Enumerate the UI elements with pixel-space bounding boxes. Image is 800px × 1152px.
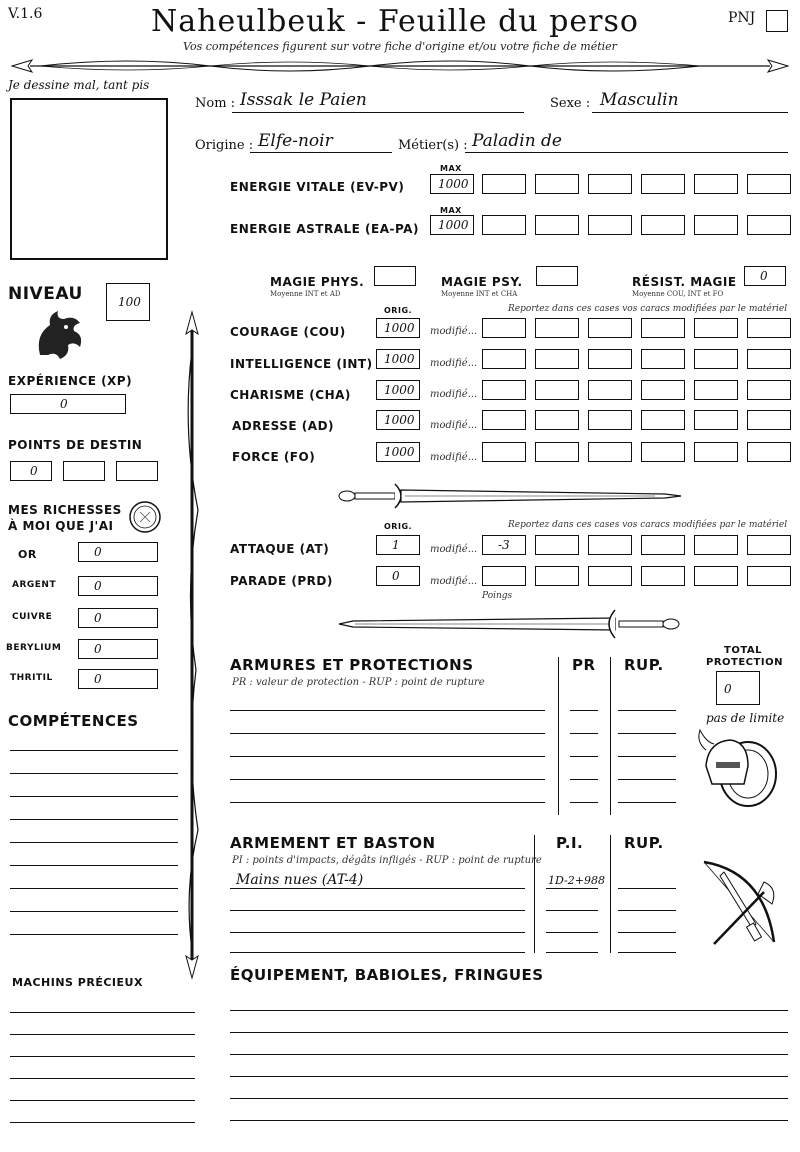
pnj-checkbox[interactable] [766, 10, 788, 32]
portrait-caption: Je dessine mal, tant pis [8, 78, 150, 92]
sexe-value[interactable]: Masculin [600, 90, 679, 110]
at-label: ATTAQUE (AT) [230, 542, 330, 556]
sword-icon [335, 478, 685, 514]
xp-label: EXPÉRIENCE (XP) [8, 374, 133, 388]
prd-value: 0 [392, 569, 400, 583]
total-protection-value: 0 [724, 682, 732, 696]
wealth-label-or: OR [18, 548, 37, 561]
pnj-label: PNJ [728, 10, 756, 26]
stat-modif-ad: modifié... [430, 420, 478, 431]
dragon-icon [30, 305, 90, 365]
magic-resist-label: RÉSIST. MAGIE [632, 275, 737, 289]
stat-value-int: 1000 [384, 352, 415, 366]
magic-resist-note: Moyenne COU, INT et FO [632, 290, 724, 298]
page-title: Naheulbeuk - Feuille du perso [151, 4, 639, 39]
wealth-box-cuivre[interactable] [78, 608, 158, 628]
wealth-label-argent: ARGENT [12, 580, 57, 590]
destiny-box-2[interactable] [63, 461, 105, 481]
wealth-label-thritil: THRITIL [10, 673, 53, 683]
destiny-value-1: 0 [30, 464, 38, 478]
stat-label-cha: CHARISME (CHA) [230, 388, 351, 402]
armor-rup-label: RUP. [624, 656, 664, 674]
wealth-box-argent[interactable] [78, 576, 158, 596]
wealth-value-cuivre: 0 [94, 611, 102, 625]
stat-modif-cha: modifié... [430, 389, 478, 400]
wealth-label-line1: MES RICHESSES [8, 503, 122, 517]
nom-value[interactable]: Isssak le Paien [240, 90, 367, 110]
combat-note: Reportez dans ces cases vos caracs modifiées par le matériel [508, 520, 788, 530]
portrait-box[interactable] [10, 98, 168, 260]
level-label: NIVEAU [8, 284, 83, 304]
combat-orig-label: ORIG. [384, 522, 413, 531]
wealth-value-berylium: 0 [94, 642, 102, 656]
sword-icon-2 [335, 606, 685, 642]
equipment-title: ÉQUIPEMENT, BABIOLES, FRINGUES [230, 966, 544, 984]
weapons-note: PI : points d'impacts, dégâts infligés - RUP : point de rupture [232, 855, 542, 866]
wealth-box-or[interactable] [78, 542, 158, 562]
level-value: 100 [118, 295, 141, 309]
stat-value-cou: 1000 [384, 321, 415, 335]
stat-modif-cou: modifié... [430, 326, 478, 337]
stat-label-ad: ADRESSE (AD) [232, 419, 335, 433]
version-label: V.1.6 [8, 6, 43, 22]
magic-resist-value: 0 [760, 269, 768, 283]
destiny-box-3[interactable] [116, 461, 158, 481]
precious-label: MACHINS PRÉCIEUX [12, 976, 143, 989]
armor-pr-label: PR [572, 656, 596, 674]
nom-label: Nom : [195, 96, 236, 111]
weapons-rup-label: RUP. [624, 834, 664, 852]
weapons-title: ARMEMENT ET BASTON [230, 834, 436, 852]
ea-max-label: MAX [440, 206, 462, 215]
magic-phys-label: MAGIE PHYS. [270, 275, 365, 289]
spear-banner-icon [10, 52, 790, 80]
armor-note: PR : valeur de protection - RUP : point de rupture [232, 677, 485, 688]
stats-orig-label: ORIG. [384, 306, 413, 315]
ev-label: ENERGIE VITALE (EV-PV) [230, 180, 405, 194]
at-mod-value: -3 [498, 538, 510, 552]
wealth-value-thritil: 0 [94, 672, 102, 686]
wealth-label-berylium: BERYLIUM [6, 643, 62, 653]
stat-modif-fo: modifié... [430, 452, 478, 463]
sexe-label: Sexe : [550, 96, 591, 111]
stats-note: Reportez dans ces cases vos caracs modifiées par le matériel [508, 304, 788, 314]
ea-value: 1000 [438, 218, 469, 232]
page-subtitle: Vos compétences figurent sur votre fiche d'origine et/ou votre fiche de métier [183, 40, 617, 53]
wealth-box-berylium[interactable] [78, 639, 158, 659]
helmet-shield-icon [694, 722, 784, 812]
weapons-pi-label: P.I. [556, 834, 584, 852]
at-value: 1 [392, 538, 400, 552]
ea-label: ENERGIE ASTRALE (EA-PA) [230, 222, 419, 236]
origine-label: Origine : [195, 138, 254, 153]
wealth-label-line2: À MOI QUE J'AI [8, 519, 114, 533]
prd-label: PARADE (PRD) [230, 574, 333, 588]
metier-value[interactable]: Paladin de [472, 131, 562, 151]
wealth-box-thritil[interactable] [78, 669, 158, 689]
magic-psy-box[interactable] [536, 266, 578, 286]
vertical-spear-icon [180, 310, 204, 980]
total-protection-line1: TOTAL [724, 645, 762, 656]
weapons-icon [694, 852, 786, 952]
stat-label-fo: FORCE (FO) [232, 450, 316, 464]
stat-value-fo: 1000 [384, 445, 415, 459]
magic-phys-note: Moyenne INT et AD [270, 290, 341, 298]
magic-phys-box[interactable] [374, 266, 416, 286]
weapon-row1-name[interactable]: Mains nues (AT-4) [236, 872, 364, 888]
ev-value: 1000 [438, 177, 469, 191]
prd-modif: modifié... [430, 576, 478, 587]
stat-label-cou: COURAGE (COU) [230, 325, 346, 339]
poings-label: Poings [482, 591, 513, 601]
at-modif: modifié... [430, 544, 478, 555]
weapon-row1-pi[interactable]: 1D-2+988 [548, 874, 605, 887]
skills-label: COMPÉTENCES [8, 712, 139, 730]
destiny-label: POINTS DE DESTIN [8, 438, 143, 452]
armor-title: ARMURES ET PROTECTIONS [230, 656, 474, 674]
wealth-value-argent: 0 [94, 579, 102, 593]
magic-psy-label: MAGIE PSY. [441, 275, 523, 289]
metier-label: Métier(s) : [398, 138, 468, 153]
ev-max-label: MAX [440, 164, 462, 173]
stat-value-cha: 1000 [384, 383, 415, 397]
coin-icon [128, 500, 162, 534]
stat-label-int: INTELLIGENCE (INT) [230, 357, 373, 371]
stat-value-ad: 1000 [384, 413, 415, 427]
total-protection-line2: PROTECTION [706, 657, 783, 668]
total-protection-box[interactable] [716, 671, 760, 705]
no-limit-label: pas de limite [706, 711, 785, 725]
xp-value: 0 [60, 397, 68, 411]
xp-box[interactable] [10, 394, 126, 414]
wealth-label-cuivre: CUIVRE [12, 612, 53, 622]
origine-value[interactable]: Elfe-noir [258, 131, 333, 151]
stat-modif-int: modifié... [430, 358, 478, 369]
wealth-value-or: 0 [94, 545, 102, 559]
magic-psy-note: Moyenne INT et CHA [441, 290, 518, 298]
